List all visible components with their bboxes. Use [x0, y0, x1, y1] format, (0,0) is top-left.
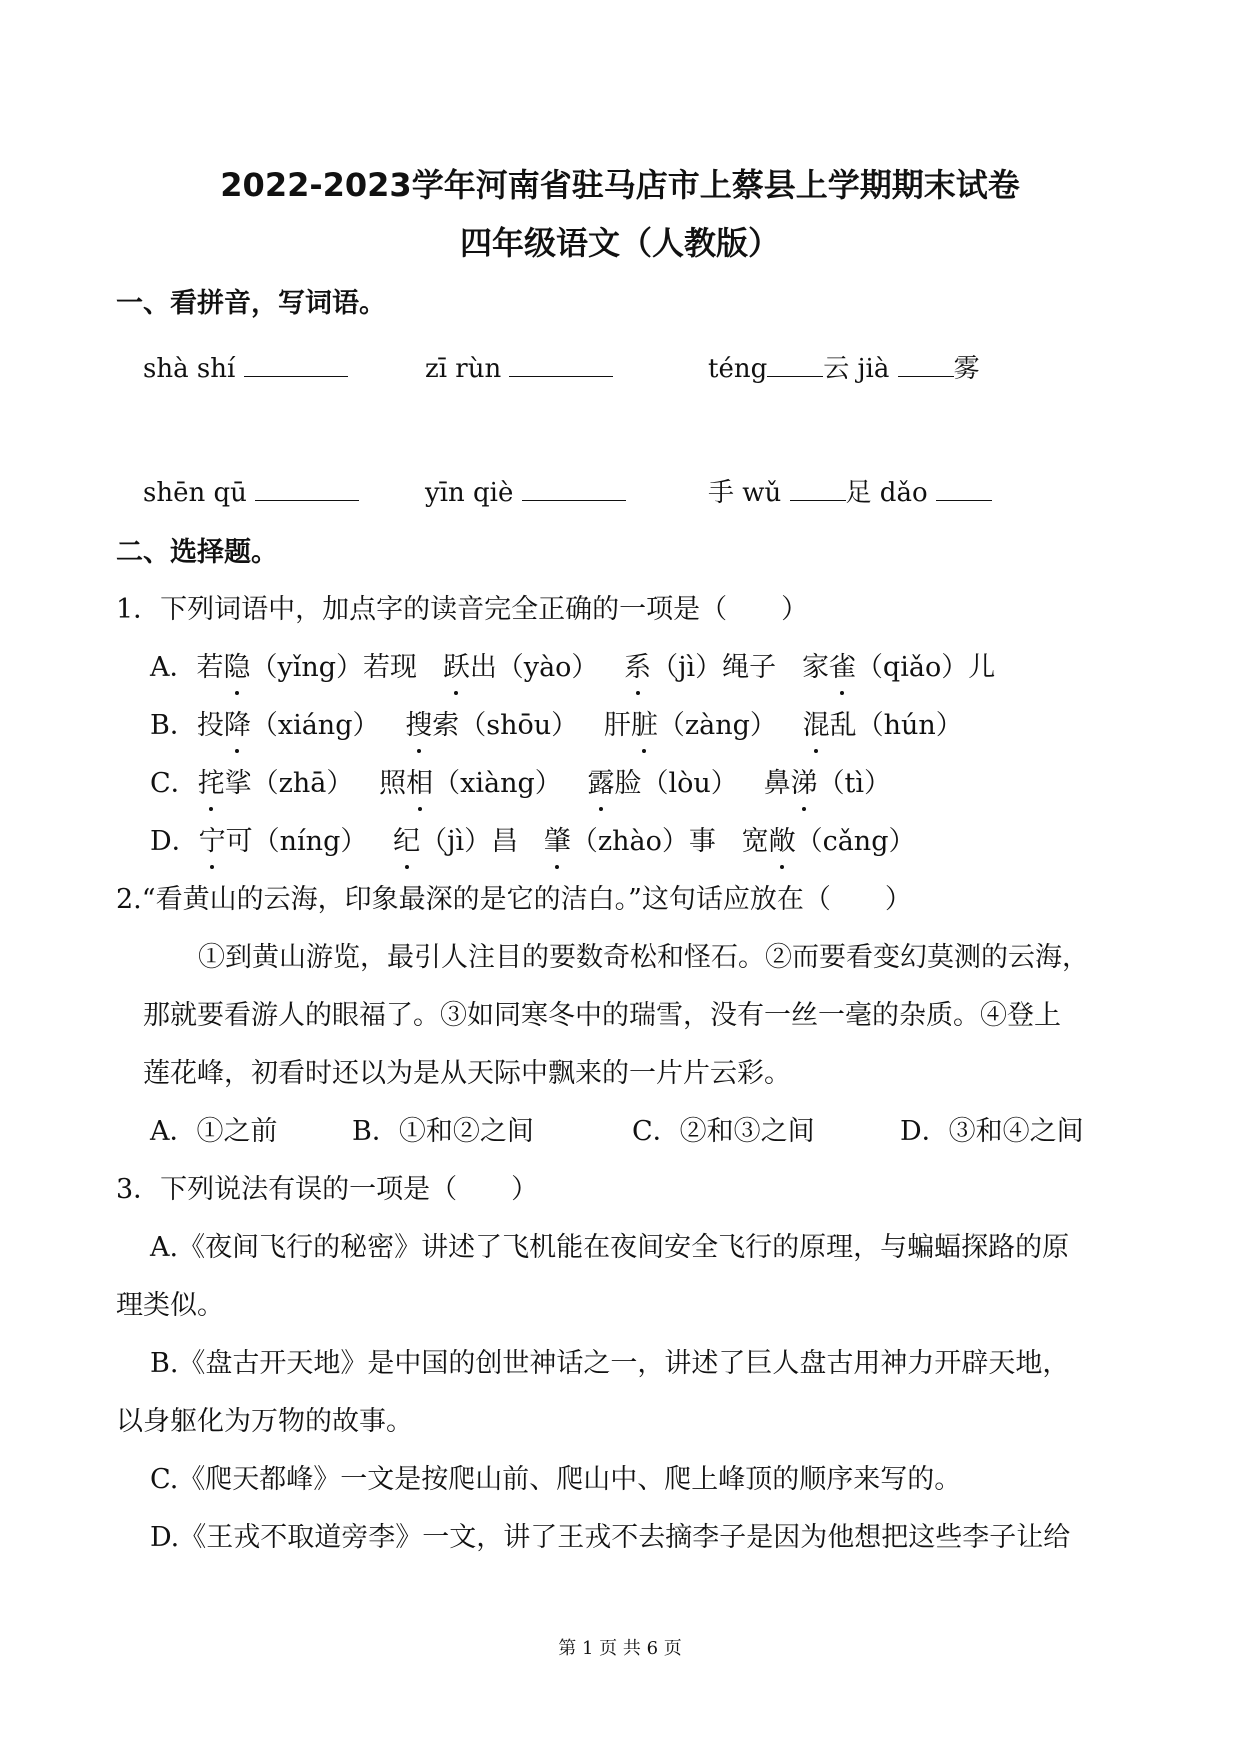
text: 家: [801, 652, 829, 683]
dotted-char: 降: [224, 708, 251, 744]
pinyin-item: [708, 474, 992, 511]
text: （zhào）事: [570, 826, 716, 857]
answer-blank[interactable]: [509, 350, 613, 377]
pinyin-text: shà shí: [143, 354, 236, 384]
answer-blank[interactable]: [790, 474, 846, 501]
dotted-char: 宁: [199, 824, 226, 860]
dotted-char: 相: [406, 766, 433, 802]
q1-option-b[interactable]: [150, 708, 963, 744]
answer-blank[interactable]: [936, 474, 992, 501]
dotted-char: 搜: [405, 708, 432, 744]
pinyin-text: zī rùn: [425, 354, 502, 384]
text: 可（níng）: [225, 826, 368, 857]
pinyin-item: [425, 350, 613, 387]
dotted-char: 雀: [829, 650, 856, 686]
text: （xiàng）: [433, 768, 562, 799]
text: 投: [196, 710, 224, 741]
dotted-char: 涕: [791, 766, 818, 802]
q2-option-b[interactable]: B．①和②之间: [352, 1116, 534, 1147]
answer-blank[interactable]: [255, 474, 359, 501]
dotted-char: 纪: [393, 824, 420, 860]
exam-title: 2022-2023学年河南省驻马店市上蔡县上学期期末试卷: [220, 166, 1020, 204]
exam-subtitle: 四年级语文（人教版）: [459, 224, 780, 262]
text: （qiǎo）儿: [855, 652, 996, 683]
question-3-stem: 3．下列说法有误的一项是（ ）: [116, 1174, 539, 1205]
text: 鼻: [763, 768, 791, 799]
dotted-char: 挓: [198, 766, 225, 802]
option-label: B．: [150, 710, 197, 741]
pinyin-text: 云 jià: [823, 354, 890, 384]
q1-option-d[interactable]: [150, 824, 916, 860]
q2-passage-line: 莲花峰，初看时还以为是从天际中飘来的一片片云彩。: [143, 1058, 791, 1089]
text: （cǎng）: [795, 826, 916, 857]
q2-passage-line: ①到黄山游览，最引人注目的要数奇松和怪石。②而要看变幻莫测的云海，: [198, 942, 1089, 973]
pinyin-text: yīn qiè: [425, 478, 514, 508]
text: 照: [379, 768, 407, 799]
text: （tì）: [817, 768, 892, 799]
q2-option-d[interactable]: D．③和④之间: [900, 1116, 1084, 1147]
text: 脸（lòu）: [614, 768, 738, 799]
pinyin-text: 足 dǎo: [845, 478, 928, 508]
question-2-stem: 2.“看黄山的云海，印象最深的是它的洁白。”这句话应放在（ ）: [116, 884, 912, 915]
q3-option-b-continued: 以身躯化为万物的故事。: [116, 1406, 413, 1437]
text: 出（yào）: [469, 652, 599, 683]
question-1-stem: 1．下列词语中，加点字的读音完全正确的一项是（ ）: [116, 594, 809, 625]
dotted-char: 跃: [443, 650, 470, 686]
q3-option-a[interactable]: A.《夜间飞行的秘密》讲述了飞机能在夜间安全飞行的原理，与蝙蝠探路的原: [150, 1232, 1070, 1263]
text: 宽: [741, 826, 769, 857]
q1-option-a[interactable]: [150, 650, 995, 686]
pinyin-item: [143, 474, 359, 511]
dotted-char: 肇: [544, 824, 571, 860]
q3-option-d[interactable]: D.《王戎不取道旁李》一文，讲了王戎不去摘李子是因为他想把这些李子让给: [150, 1522, 1071, 1553]
dotted-char: 敞: [769, 824, 796, 860]
dotted-char: 混: [803, 708, 830, 744]
q2-option-c[interactable]: C．②和③之间: [632, 1116, 815, 1147]
text: 若: [196, 652, 224, 683]
dotted-char: 系: [624, 650, 651, 686]
page-number: 第 1 页 共 6 页: [558, 1638, 682, 1659]
text: （yǐng）若现: [250, 652, 418, 683]
text: 乱（hún）: [829, 710, 963, 741]
pinyin-text: téng: [708, 354, 768, 384]
q1-option-c[interactable]: [150, 766, 891, 802]
answer-blank[interactable]: [522, 474, 626, 501]
option-label: A．: [150, 652, 197, 683]
text: 肝: [603, 710, 631, 741]
q3-option-a-continued: 理类似。: [116, 1290, 224, 1321]
pinyin-text: 手 wǔ: [708, 478, 782, 508]
section1-heading: 一、看拼音，写词语。: [116, 288, 386, 319]
pinyin-item: [708, 350, 980, 387]
answer-blank[interactable]: [898, 350, 954, 377]
option-label: D．: [150, 826, 199, 857]
q2-passage-line: 那就要看游人的眼福了。③如同寒冬中的瑞雪，没有一丝一毫的杂质。④登上: [143, 1000, 1061, 1031]
text: 挲（zhā）: [224, 768, 354, 799]
dotted-char: 隐: [224, 650, 251, 686]
text: （jì）绳子: [651, 652, 777, 683]
pinyin-text: shēn qū: [143, 478, 247, 508]
option-label: C．: [150, 768, 198, 799]
q3-option-b[interactable]: B.《盘古开天地》是中国的创世神话之一，讲述了巨人盘古用神力开辟天地，: [150, 1348, 1070, 1379]
q2-option-a[interactable]: A．①之前: [150, 1116, 278, 1147]
text: （jì）昌: [420, 826, 519, 857]
pinyin-item: [425, 474, 626, 511]
answer-blank[interactable]: [767, 350, 823, 377]
text: （zàng）: [657, 710, 777, 741]
dotted-char: 脏: [631, 708, 658, 744]
q3-option-c[interactable]: C.《爬天都峰》一文是按爬山前、爬山中、爬上峰顶的顺序来写的。: [150, 1464, 962, 1495]
pinyin-text: 雾: [953, 354, 980, 384]
section2-heading: 二、选择题。: [116, 537, 278, 568]
text: （xiáng）: [250, 710, 380, 741]
text: 索（shōu）: [432, 710, 579, 741]
answer-blank[interactable]: [244, 350, 348, 377]
dotted-char: 露: [588, 766, 615, 802]
pinyin-item: [143, 350, 348, 387]
